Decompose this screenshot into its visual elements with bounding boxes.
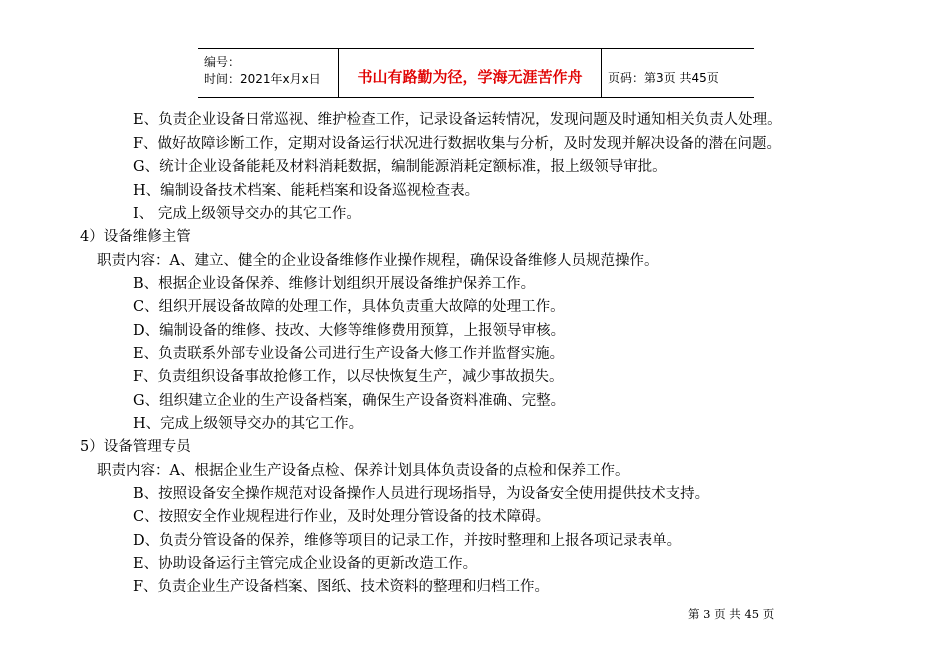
duty-line: H、完成上级领导交办的其它工作。 — [133, 416, 364, 432]
duty-line: E、负责联系外部专业设备公司进行生产设备大修工作并监督实施。 — [133, 346, 565, 362]
duty-line: E、负责企业设备日常巡视、维护检查工作，记录设备运转情况，发现问题及时通知相关负责人处理。 — [133, 112, 782, 128]
duty-line: 职责内容：A、建立、健全的企业设备维修作业操作规程，确保设备维修人员规范操作。 — [97, 253, 659, 269]
duty-line: B、按照设备安全操作规范对设备操作人员进行现场指导，为设备安全使用提供技术支持。 — [133, 486, 710, 502]
slogan: 书山有路勤为径，学海无涯苦作舟 — [357, 68, 583, 86]
page-header — [198, 48, 754, 98]
duty-line: F、负责企业生产设备档案、图纸、技术资料的整理和归档工作。 — [133, 579, 550, 595]
duty-line: F、负责组织设备事故抢修工作，以尽快恢复生产，减少事故损失。 — [133, 369, 564, 385]
duty-line: I、 完成上级领导交办的其它工作。 — [133, 206, 361, 222]
duty-line: F、做好故障诊断工作，定期对设备运行状况进行数据收集与分析，及时发现并解决设备的潜在问题。 — [133, 136, 782, 152]
time-label: 时间：2021年x月x日 — [204, 72, 321, 86]
header-slogan-cell — [339, 49, 602, 97]
page-code: 页码：第3页 共45页 — [608, 71, 719, 85]
page-footer: 第 3 页 共 45 页 — [688, 607, 775, 621]
duty-line: G、统计企业设备能耗及材料消耗数据，编制能源消耗定额标准，报上级领导审批。 — [133, 159, 667, 175]
header-info-cell — [198, 49, 339, 97]
duty-line: E、协助设备运行主管完成企业设备的更新改造工作。 — [133, 556, 478, 572]
duty-line: B、根据企业设备保养、维修计划组织开展设备维护保养工作。 — [133, 276, 536, 292]
header-page-cell — [602, 49, 754, 97]
duty-line: H、编制设备技术档案、能耗档案和设备巡视检查表。 — [133, 183, 480, 199]
duty-line: C、组织开展设备故障的处理工作，具体负责重大故障的处理工作。 — [133, 299, 565, 315]
duty-line: G、组织建立企业的生产设备档案，确保生产设备资料准确、完整。 — [133, 393, 566, 409]
duty-line: C、按照安全作业规程进行作业，及时处理分管设备的技术障碍。 — [133, 509, 551, 525]
section-heading: 4）设备维修主管 — [80, 229, 191, 245]
duty-line: D、编制设备的维修、技改、大修等维修费用预算，上报领导审核。 — [133, 323, 566, 339]
section-heading: 5）设备管理专员 — [80, 439, 191, 455]
duty-line: 职责内容：A、根据企业生产设备点检、保养计划具体负责设备的点检和保养工作。 — [97, 463, 630, 479]
number-label: 编号： — [204, 55, 241, 69]
duty-line: D、负责分管设备的保养，维修等项目的记录工作，并按时整理和上报各项记录表单。 — [133, 533, 682, 549]
